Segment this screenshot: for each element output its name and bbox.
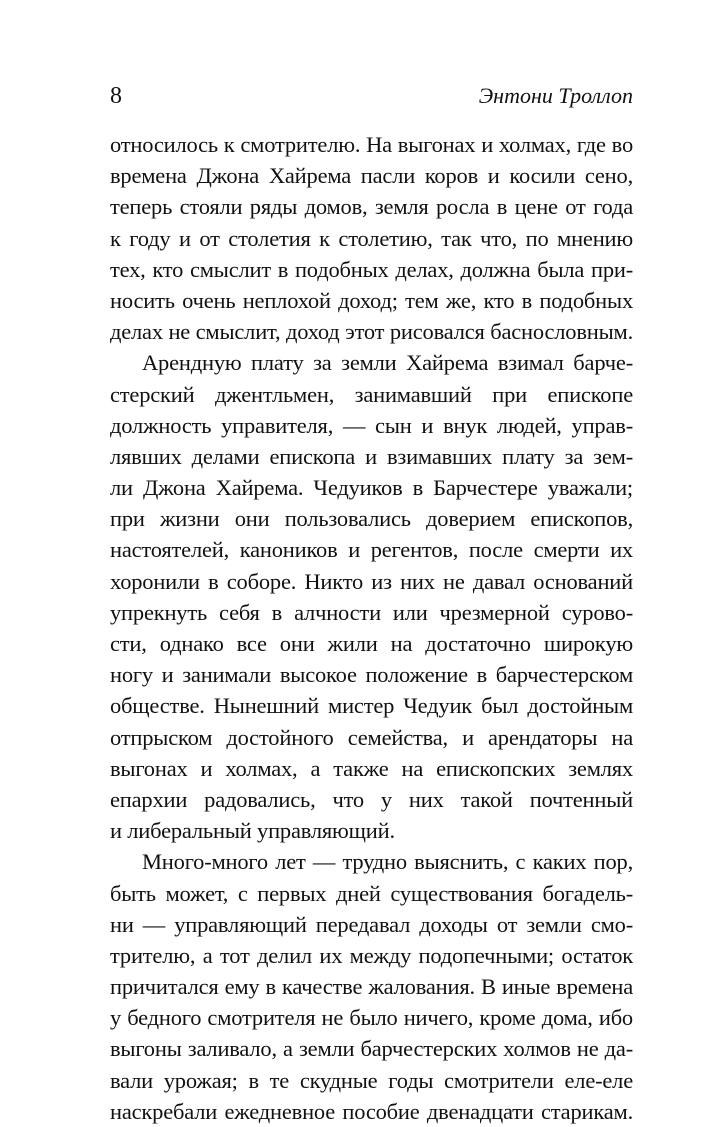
text-line: обществе. Нынешний мистер Чедуик был достойным — [110, 693, 633, 719]
text-line: настоятелей, каноников и регентов, после смерти их — [110, 537, 633, 563]
text-line: и либеральный управляющий. — [110, 818, 395, 844]
text-line: времена Джона Хайрема пасли коров и косили сено, — [110, 163, 633, 189]
running-head-author: Энтони Троллоп — [478, 83, 633, 108]
text-line: хоронили в соборе. Никто из них не давал оснований — [110, 568, 633, 594]
text-line: к году и от столетия к столетию, так что, по мнению — [110, 225, 633, 251]
text-line: носить очень неплохой доход; тем же, кто в подобных — [110, 287, 633, 313]
text-line: делах не смыслит, доход этот рисовался баснословным. — [110, 319, 633, 345]
text-line: при жизни они пользовались доверием епископов, — [110, 506, 633, 532]
text-line: трителю, а тот делил их между подопечными; остаток — [110, 942, 633, 968]
text-line: тех, кто смыслит в подобных делах, должна была при- — [110, 256, 633, 282]
text-line: выгонах и холмах, а также на епископских землях — [110, 755, 633, 781]
text-line: сти, однако все они жили на достаточно широкую — [110, 631, 633, 656]
text-line: наскребали ежедневное пособие двенадцати старикам. — [110, 1098, 633, 1124]
body-text — [110, 129, 633, 1127]
text-line: епархии радовались, что у них такой почтенный — [110, 786, 633, 812]
text-line: ли Джона Хайрема. Чедуиков в Барчестере уважали; — [110, 475, 633, 501]
text-line: лявших делами епископа и взимавших плату за зем- — [110, 443, 633, 469]
text-line: должность управителя, — сын и внук людей, управ- — [110, 412, 633, 438]
text-line: стерский джентльмен, занимавший при епископе — [110, 381, 633, 407]
text-line: отпрыском достойного семейства, и арендаторы на — [110, 724, 633, 750]
text-line: ногу и занимали высокое положение в барчестерском — [110, 662, 633, 688]
text-line: быть может, с первых дней существования богадель- — [110, 880, 633, 906]
text-line: вали урожая; в те скудные годы смотрители еле-еле — [110, 1067, 633, 1093]
text-line: Много-много лет — трудно выяснить, с каких пор, — [142, 849, 633, 875]
page-number: 8 — [110, 83, 122, 109]
text-line: Арендную плату за земли Хайрема взимал барче- — [142, 350, 633, 376]
text-line: причитался ему в качестве жалования. В иные времена — [110, 974, 633, 1000]
text-line: теперь стояли ряды домов, земля росла в цене от года — [110, 194, 633, 220]
text-line: ни — управляющий передавал доходы от земли смо- — [110, 911, 633, 937]
text-line: выгоны заливало, а земли барчестерских холмов не да- — [110, 1036, 633, 1062]
text-line: у бедного смотрителя не было ничего, кроме дома, ибо — [110, 1005, 633, 1031]
text-line: упрекнуть себя в алчности или чрезмерной сурово- — [110, 599, 633, 625]
text-line: относилось к смотрителю. На выгонах и холмах, где во — [110, 132, 633, 157]
